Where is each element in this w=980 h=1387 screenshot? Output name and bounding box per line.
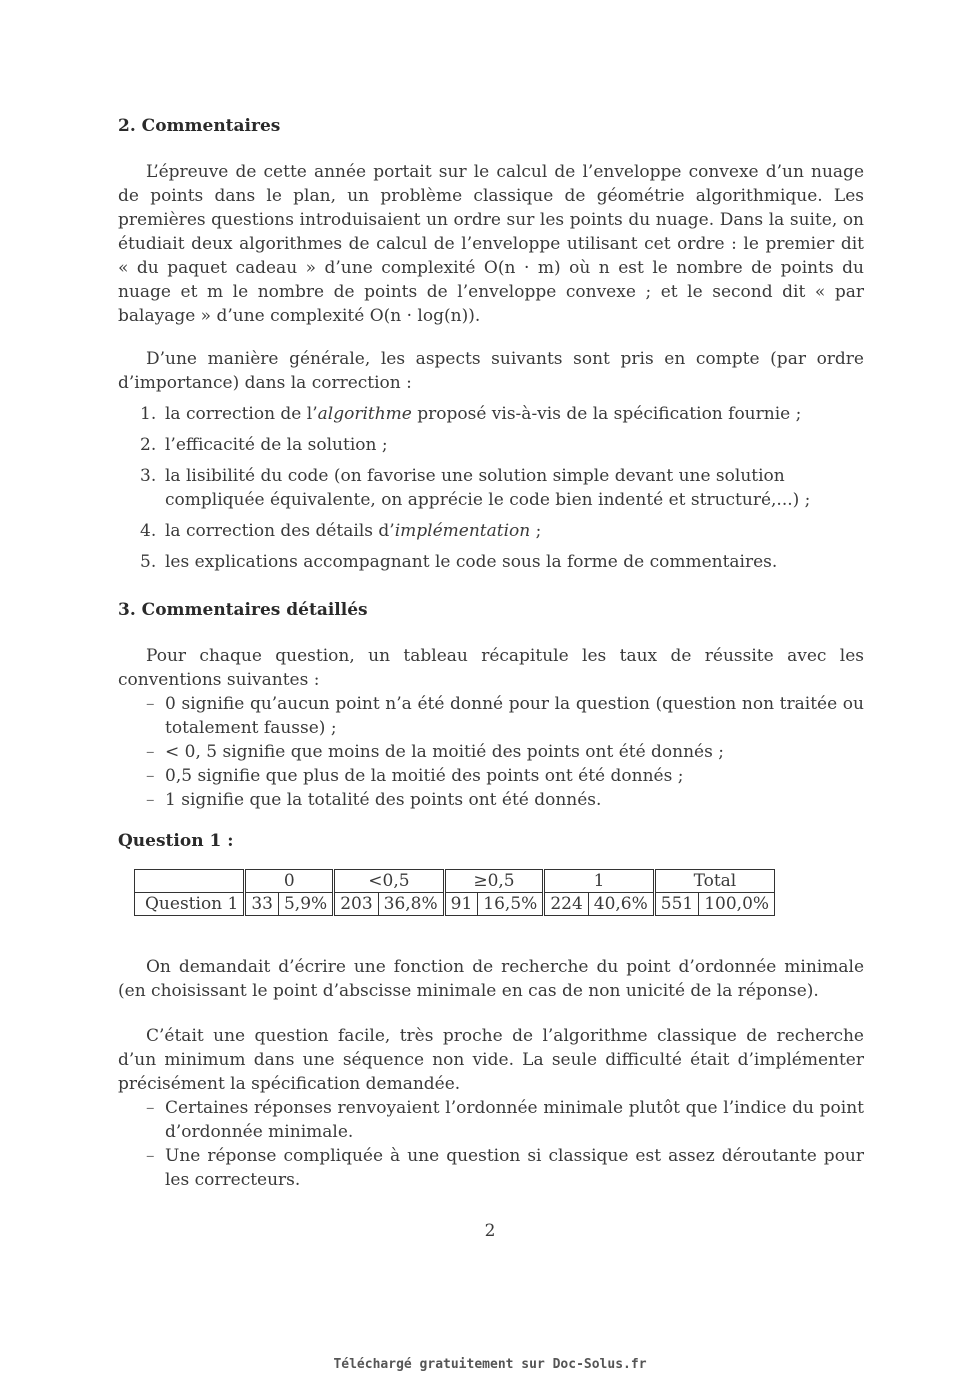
question-1-statement: On demandait d’écrire une fonction de recherche du point d’ordonnée minimale (en choisissant le point d’abscisse minimale en cas de non unicité de la réponse). xyxy=(118,957,864,1001)
criterion-number: 3. xyxy=(140,466,157,486)
section-2-intro-paragraph: L’épreuve de cette année portait sur le calcul de l’enveloppe convexe d’un nuage de points dans le plan, un problème classique de géométrie algorithmique. Les premières questions introduisaient un ordre sur les points du nuage. Dans la suite, on étudiait deux algorithmes de calcul de l’enveloppe utilisant cet ordre : le premier dit « du paquet cadeau » d’une complexité O(n · m) où n est le nombre de points du nuage et m le nombre de points de l’enveloppe convexe ; et le second dit « par balayage » d’une complexité O(n · log(n)). xyxy=(118,162,864,326)
section-3-intro-paragraph: Pour chaque question, un tableau récapitule les taux de réussite avec les conventions suivantes : xyxy=(118,646,864,690)
table-cell: 36,8% xyxy=(378,893,444,916)
convention-item: – < 0, 5 signifie que moins de la moitié des points ont été donnés ; xyxy=(146,742,724,762)
remark-item: – Certaines réponses renvoyaient l’ordonnée minimale plutôt que l’indice du point d’ordonnée minimale. xyxy=(146,1098,864,1142)
table-cell: 40,6% xyxy=(588,893,654,916)
criterion-item: 2. l’efficacité de la solution ; xyxy=(140,435,388,455)
table-header-row xyxy=(135,870,775,893)
table-cell: 551 xyxy=(654,893,698,916)
criterion-item: 3. la lisibilité du code (on favorise une solution simple devant une solution compliquée équivalente, on apprécie le code bien indenté et structuré,...) ; xyxy=(140,466,811,510)
section-2-criteria-intro: D’une manière générale, les aspects suivants sont pris en compte (par ordre d’importance) dans la correction : xyxy=(118,349,864,393)
page-number: 2 xyxy=(484,1221,496,1241)
table-cell: 16,5% xyxy=(478,893,544,916)
criterion-number: 5. xyxy=(140,552,157,572)
table-header-cell: Total xyxy=(654,870,774,893)
convention-item: – 0 signifie qu’aucun point n’a été donné pour la question (question non traitée ou totalement fausse) ; xyxy=(146,694,864,738)
convention-item: – 1 signifie que la totalité des points ont été donnés. xyxy=(146,790,602,810)
table-cell: 33 xyxy=(245,893,279,916)
table-cell: 5,9% xyxy=(278,893,333,916)
table-cell: 224 xyxy=(544,893,588,916)
table-header-cell: <0,5 xyxy=(334,870,444,893)
table-row-label: Question 1 xyxy=(135,893,245,916)
table-header-cell: 0 xyxy=(245,870,334,893)
criterion-item: 5. les explications accompagnant le code sous la forme de commentaires. xyxy=(140,552,778,572)
question-1-title: Question 1 : xyxy=(118,831,234,851)
table-cell: 91 xyxy=(444,893,478,916)
remark-item: – Une réponse compliquée à une question si classique est assez déroutante pour les correcteurs. xyxy=(146,1146,864,1190)
question-1-results-table xyxy=(134,869,775,916)
table-header-cell: 1 xyxy=(544,870,654,893)
grading-criteria-list xyxy=(118,402,864,581)
conventions-list xyxy=(118,692,864,812)
criterion-item: 4. la correction des détails d’implémentation ; xyxy=(140,521,542,541)
convention-item: – 0,5 signifie que plus de la moitié des points ont été donnés ; xyxy=(146,766,684,786)
criterion-number: 1. xyxy=(140,404,157,424)
criterion-number: 4. xyxy=(140,521,157,541)
section-2-title: 2. Commentaires xyxy=(118,116,281,136)
table-cell: 203 xyxy=(334,893,378,916)
criterion-item: 1. la correction de l’algorithme proposé vis-à-vis de la spécification fournie ; xyxy=(140,404,802,424)
table-corner-cell xyxy=(135,870,245,893)
section-3-title: 3. Commentaires détaillés xyxy=(118,600,368,620)
question-1-comment: C’était une question facile, très proche de l’algorithme classique de recherche d’un minimum dans une séquence non vide. La seule difficulté était d’implémenter précisément la spécification demandée. xyxy=(118,1026,864,1094)
question-1-remarks-list xyxy=(118,1096,864,1192)
table-row xyxy=(135,893,775,916)
table-header-cell: ≥0,5 xyxy=(444,870,544,893)
criterion-number: 2. xyxy=(140,435,157,455)
table-cell: 100,0% xyxy=(699,893,775,916)
footer-download-notice: Téléchargé gratuitement sur Doc-Solus.fr xyxy=(333,1357,647,1372)
